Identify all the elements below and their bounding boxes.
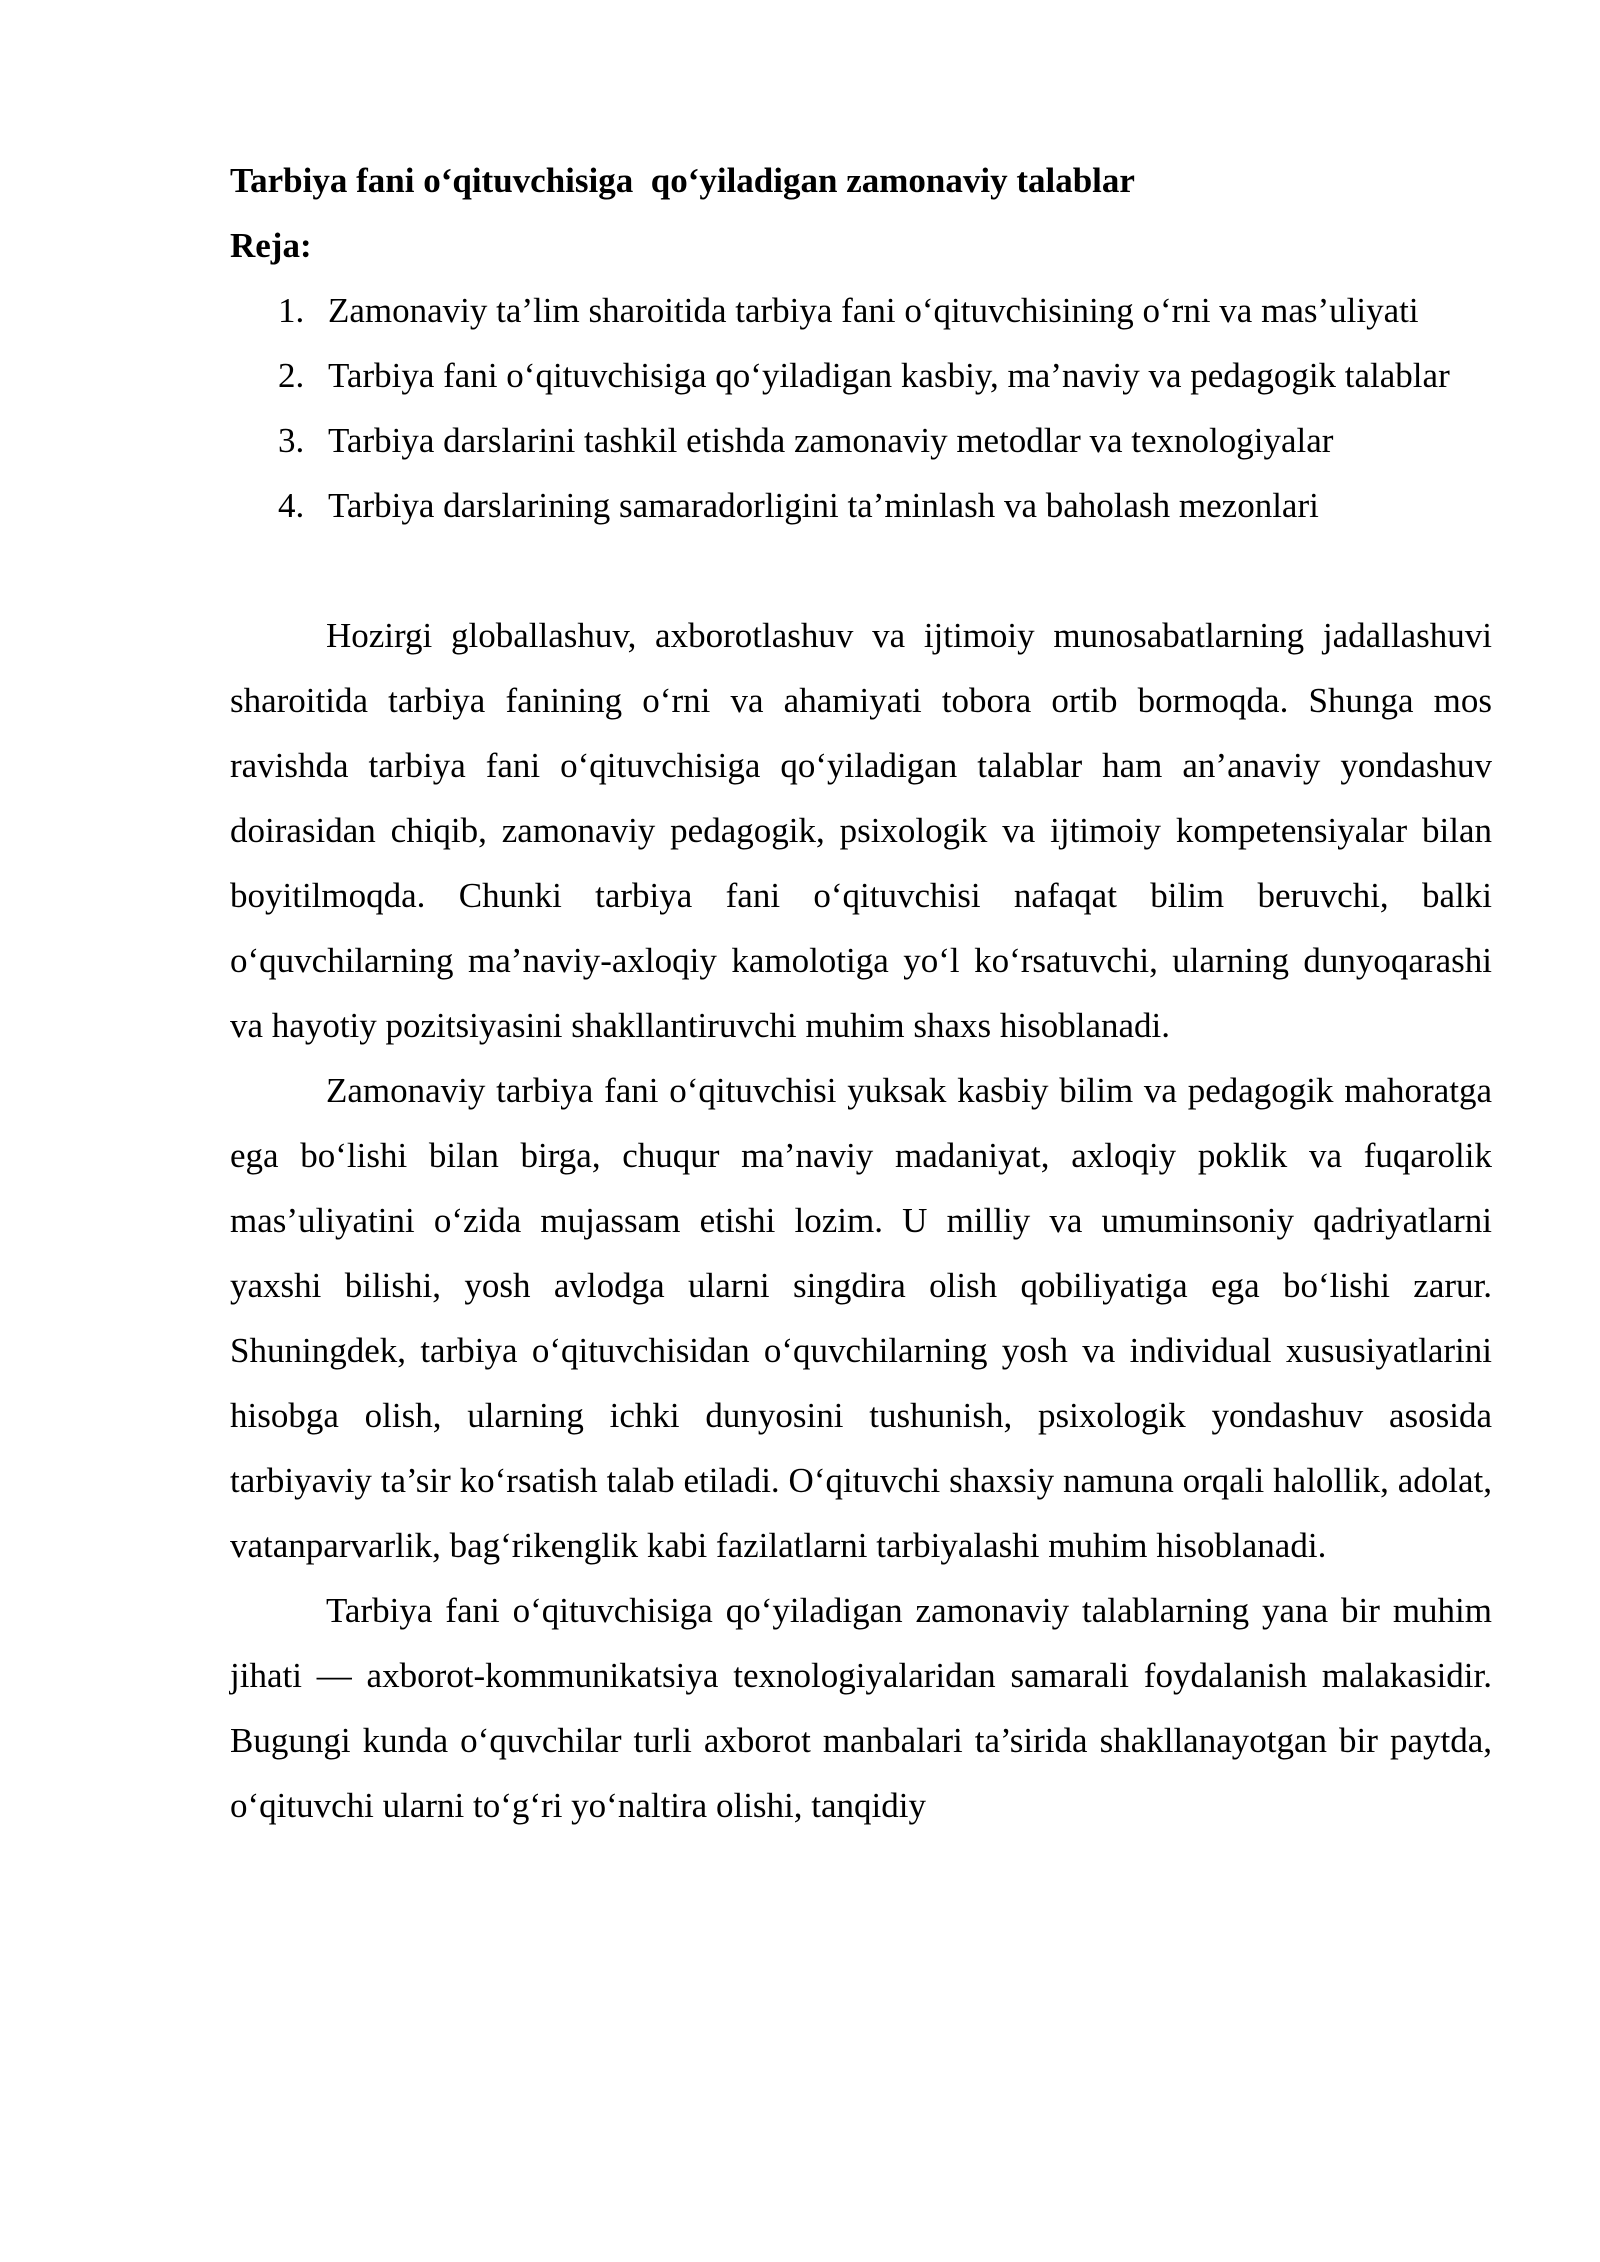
plan-list: [230, 278, 1492, 538]
plan-item-text: Tarbiya fani o‘qituvchisiga qo‘yiladigan kasbiy, ma’naviy va pedagogik talablar: [328, 356, 1450, 395]
plan-item-number: 3.: [278, 421, 305, 460]
plan-label: Reja:: [230, 226, 312, 265]
plan-item-text: Tarbiya darslarining samaradorligini ta’minlash va baholash mezonlari: [328, 486, 1319, 525]
plan-item-text: Tarbiya darslarini tashkil etishda zamonaviy metodlar va texnologiyalar: [328, 421, 1334, 460]
plan-item: [230, 408, 1492, 473]
body-paragraph: Zamonaviy tarbiya fani o‘qituvchisi yuksak kasbiy bilim va pedagogik mahoratga ega bo‘lishi bilan birga, chuqur ma’naviy madaniyat, axloqiy poklik va fuqarolik mas’uliyatini o‘zida mujassam etishi lozim. U milliy va umuminsoniy qadriyatlarni yaxshi bilishi, yosh avlodga ularni singdira olish qobiliyatiga ega bo‘lishi zarur. Shuningdek, tarbiya o‘qituvchisidan o‘quvchilarning yosh va individual xususiyatlarini hisobga olish, ularning ichki dunyosini tushunish, psixologik yondashuv asosida tarbiyaviy ta’sir ko‘rsatish talab etiladi. O‘qituvchi shaxsiy namuna orqali halollik, adolat, vatanparvarlik, bag‘rikenglik kabi fazilatlarni tarbiyalashi muhim hisoblanadi.: [230, 1071, 1492, 1565]
document-title: Tarbiya fani o‘qituvchisiga qo‘yiladigan zamonaviy talablar: [230, 161, 1135, 200]
plan-item: [230, 278, 1492, 343]
plan-item-number: 1.: [278, 291, 305, 330]
plan-item: [230, 473, 1492, 538]
plan-item-number: 2.: [278, 356, 305, 395]
section-gap: [230, 538, 1492, 603]
plan-item: [230, 343, 1492, 408]
body-paragraph: Hozirgi globallashuv, axborotlashuv va ijtimoiy munosabatlarning jadallashuvi sharoitida tarbiya fanining o‘rni va ahamiyati tobora ortib bormoqda. Shunga mos ravishda tarbiya fani o‘qituvchisiga qo‘yiladigan talablar ham an’anaviy yondashuv doirasidan chiqib, zamonaviy pedagogik, psixologik va ijtimoiy kompetensiyalar bilan boyitilmoqda. Chunki tarbiya fani o‘qituvchisi nafaqat bilim beruvchi, balki o‘quvchilarning ma’naviy-axloqiy kamolotiga yo‘l ko‘rsatuvchi, ularning dunyoqarashi va hayotiy pozitsiyasini shakllantiruvchi muhim shaxs hisoblanadi.: [230, 616, 1492, 1045]
plan-item-text: Zamonaviy ta’lim sharoitida tarbiya fani o‘qituvchisining o‘rni va mas’uliyati: [328, 291, 1419, 330]
document-page: [230, 148, 1492, 1838]
body-paragraph: Tarbiya fani o‘qituvchisiga qo‘yiladigan zamonaviy talablarning yana bir muhim jihati — axborot-kommunikatsiya texnologiyalaridan samarali foydalanish malakasidir. Bugungi kunda o‘quvchilar turli axborot manbalari ta’sirida shakllanayotgan bir paytda, o‘qituvchi ularni to‘g‘ri yo‘naltira olishi, tanqidiy: [230, 1591, 1492, 1825]
plan-item-number: 4.: [278, 486, 305, 525]
